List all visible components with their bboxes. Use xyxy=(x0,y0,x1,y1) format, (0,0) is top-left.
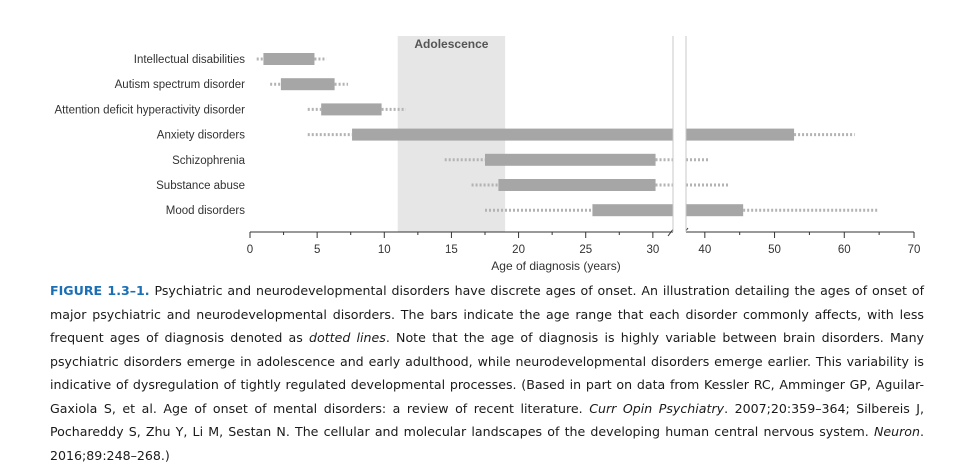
caption-journal-2: Neuron xyxy=(873,424,920,439)
adolescence-label: Adolescence xyxy=(414,37,489,51)
caption-text-3: . 2007;20:359–364; Silbereis J, Pochareddy S, Zhu Y, Li M, Sestan N. The cellular and molecular landscapes of the developing human central nervous system. xyxy=(50,400,924,439)
range-bar xyxy=(485,154,656,166)
caption-journal-1: Curr Opin Psychiatry xyxy=(589,400,725,416)
x-tick-label: 60 xyxy=(837,244,851,256)
category-label: Anxiety disorders xyxy=(156,129,245,142)
range-bar xyxy=(263,53,314,65)
category-label: Autism spectrum disorder xyxy=(114,79,245,92)
range-bar xyxy=(592,204,673,216)
range-bar xyxy=(281,78,335,90)
row-autism-spectrum-disorder xyxy=(115,78,348,91)
figure-caption xyxy=(50,279,924,467)
row-attention-deficit-hyperactivity-disorder xyxy=(55,103,406,116)
range-bar xyxy=(352,129,673,141)
category-label: Attention deficit hyperactivity disorder xyxy=(54,104,245,117)
figure-label: FIGURE 1.3–1. xyxy=(50,283,150,298)
x-tick-label: 30 xyxy=(646,244,660,256)
x-tick-label: 70 xyxy=(907,244,921,256)
row-anxiety-disorders xyxy=(157,129,855,142)
range-bar xyxy=(686,129,794,141)
category-label: Schizophrenia xyxy=(172,154,245,167)
x-tick-label: 0 xyxy=(246,244,254,256)
caption-text-4: . 2016;89:248–268.) xyxy=(50,424,924,463)
x-tick-label: 15 xyxy=(445,244,458,256)
caption-dotted-lines: dotted lines xyxy=(309,330,386,345)
axis-break-gap xyxy=(673,36,686,240)
x-tick-label: 25 xyxy=(579,244,593,256)
category-label: Mood disorders xyxy=(165,205,245,218)
row-mood-disorders xyxy=(166,204,879,217)
x-tick-label: 50 xyxy=(768,244,781,256)
category-label: Substance abuse xyxy=(156,180,245,192)
range-bar xyxy=(498,179,655,191)
x-axis xyxy=(247,228,921,256)
x-tick-label: 10 xyxy=(377,244,391,256)
x-tick-label: 5 xyxy=(313,244,321,256)
x-tick-label: 40 xyxy=(698,244,712,256)
range-bar xyxy=(686,204,743,216)
row-intellectual-disabilities xyxy=(134,53,327,66)
category-label: Intellectual disabilities xyxy=(133,54,245,66)
x-axis-title: Age of diagnosis (years) xyxy=(491,259,621,273)
x-tick-label: 20 xyxy=(512,244,525,256)
caption-text-2: . Note that the age of diagnosis is highly variable between brain disorders. Many psychiatric disorders emerge in adolescence and early adulthood, while neurodevelopmental disorders emerge earlier. This variability is indicative of dysregulation of tightly regulated developmental processes. (Based in part on data from Kessler RC, Amminger GP, Aguilar-Gaxiola S, et al. Age of onset of mental disorders: a review of recent literature. xyxy=(50,330,925,416)
range-bar xyxy=(321,103,381,115)
caption-text-1: Psychiatric and neurodevelopmental disorders have discrete ages of onset. An illustration detailing the ages of onset of major psychiatric and neurodevelopmental disorders. The bars indicate the age range that each disorder commonly affects, with less frequent ages of diagnosis denoted as xyxy=(50,283,924,345)
